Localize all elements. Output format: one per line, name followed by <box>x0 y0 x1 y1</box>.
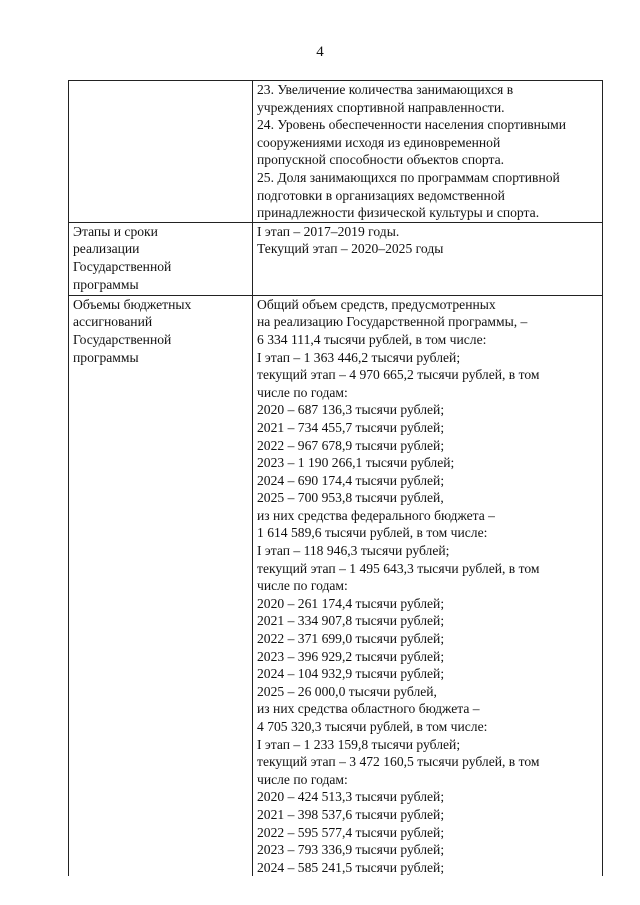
text-line: 2025 – 26 000,0 тысячи рублей, <box>257 683 437 699</box>
text-line: текущий этап – 4 970 665,2 тысячи рублей, в том <box>257 367 540 383</box>
text-line: на реализацию Государственной программы, – <box>257 314 528 330</box>
table-row-stages <box>69 222 603 295</box>
text-line: 2024 – 585 241,5 тысячи рублей; <box>257 859 445 875</box>
text-line: I этап – 1 233 159,8 тысячи рублей; <box>257 736 461 752</box>
row-label-line: программы <box>73 349 139 365</box>
text-line: 2025 – 700 953,8 тысячи рублей, <box>257 490 444 506</box>
text-line: Общий объем средств, предусмотренных <box>257 296 496 312</box>
row-label-line: ассигнований <box>73 314 153 330</box>
row-label-line: реализации <box>73 241 140 257</box>
row-label-line: Объемы бюджетных <box>73 296 192 312</box>
stages-label-cell <box>69 222 253 295</box>
row-label-line: Государственной <box>73 331 172 347</box>
text-line: 1 614 589,6 тысячи рублей, в том числе: <box>257 525 488 541</box>
text-line: из них средства федерального бюджета – <box>257 507 495 523</box>
text-line: 2020 – 261 174,4 тысячи рублей; <box>257 595 445 611</box>
text-line: 2024 – 104 932,9 тысячи рублей; <box>257 666 445 682</box>
text-line: 2022 – 371 699,0 тысячи рублей; <box>257 631 445 647</box>
text-line: 4 705 320,3 тысячи рублей, в том числе: <box>257 719 488 734</box>
text-line: 2022 – 967 678,9 тысячи рублей; <box>257 437 445 453</box>
text-line: 24. Уровень обеспеченности населения спортивными <box>257 117 566 133</box>
text-line: числе по годам: <box>257 578 348 594</box>
text-line: 2021 – 398 537,6 тысячи рублей; <box>257 806 445 822</box>
row-label-empty <box>69 81 253 223</box>
text-line: 25. Доля занимающихся по программам спортивной <box>257 169 560 185</box>
text-line: принадлежности физической культуры и спорта. <box>257 205 540 221</box>
table-row-indicators <box>69 81 603 223</box>
text-line: пропускной способности объектов спорта. <box>257 152 505 168</box>
text-line: 2023 – 1 190 266,1 тысячи рублей; <box>257 455 455 471</box>
text-line: сооружениями исходя из единовременной <box>257 134 501 150</box>
text-line: 2023 – 396 929,2 тысячи рублей; <box>257 648 445 664</box>
text-line: I этап – 1 363 446,2 тысячи рублей; <box>257 349 461 365</box>
program-passport-table <box>68 80 603 876</box>
text-line: текущий этап – 1 495 643,3 тысячи рублей, в том <box>257 560 540 576</box>
budget-label-cell <box>69 295 253 876</box>
text-line: 2022 – 595 577,4 тысячи рублей; <box>257 824 445 840</box>
text-line: Текущий этап – 2020–2025 годы <box>257 241 444 257</box>
text-line: 2021 – 334 907,8 тысячи рублей; <box>257 613 445 629</box>
page-number: 4 <box>316 44 324 60</box>
text-line: 2020 – 424 513,3 тысячи рублей; <box>257 789 445 805</box>
row-label-line: программы <box>73 276 139 292</box>
text-line: I этап – 2017–2019 годы. <box>257 223 400 239</box>
stages-value-cell <box>253 222 603 295</box>
text-line: текущий этап – 3 472 160,5 тысячи рублей, в том <box>257 754 540 770</box>
budget-value-cell <box>253 295 603 876</box>
text-line: 23. Увеличение количества занимающихся в <box>257 82 514 97</box>
row-label-line: Государственной <box>73 258 172 274</box>
indicators-cell <box>253 81 603 223</box>
text-line: подготовки в организациях ведомственной <box>257 187 505 203</box>
text-line: из них средства областного бюджета – <box>257 701 480 717</box>
text-line: 2024 – 690 174,4 тысячи рублей; <box>257 472 445 488</box>
text-line: 2021 – 734 455,7 тысячи рублей; <box>257 419 445 435</box>
text-line: числе по годам: <box>257 384 348 400</box>
row-label-line: Этапы и сроки <box>73 223 158 239</box>
text-line: учреждениях спортивной направленности. <box>257 99 505 115</box>
text-line: 2023 – 793 336,9 тысячи рублей; <box>257 842 445 858</box>
text-line: 2020 – 687 136,3 тысячи рублей; <box>257 402 445 418</box>
table-row-budget <box>69 295 603 876</box>
text-line: I этап – 118 946,3 тысячи рублей; <box>257 543 450 559</box>
text-line: 6 334 111,4 тысячи рублей, в том числе: <box>257 331 487 347</box>
text-line: числе по годам: <box>257 771 348 787</box>
